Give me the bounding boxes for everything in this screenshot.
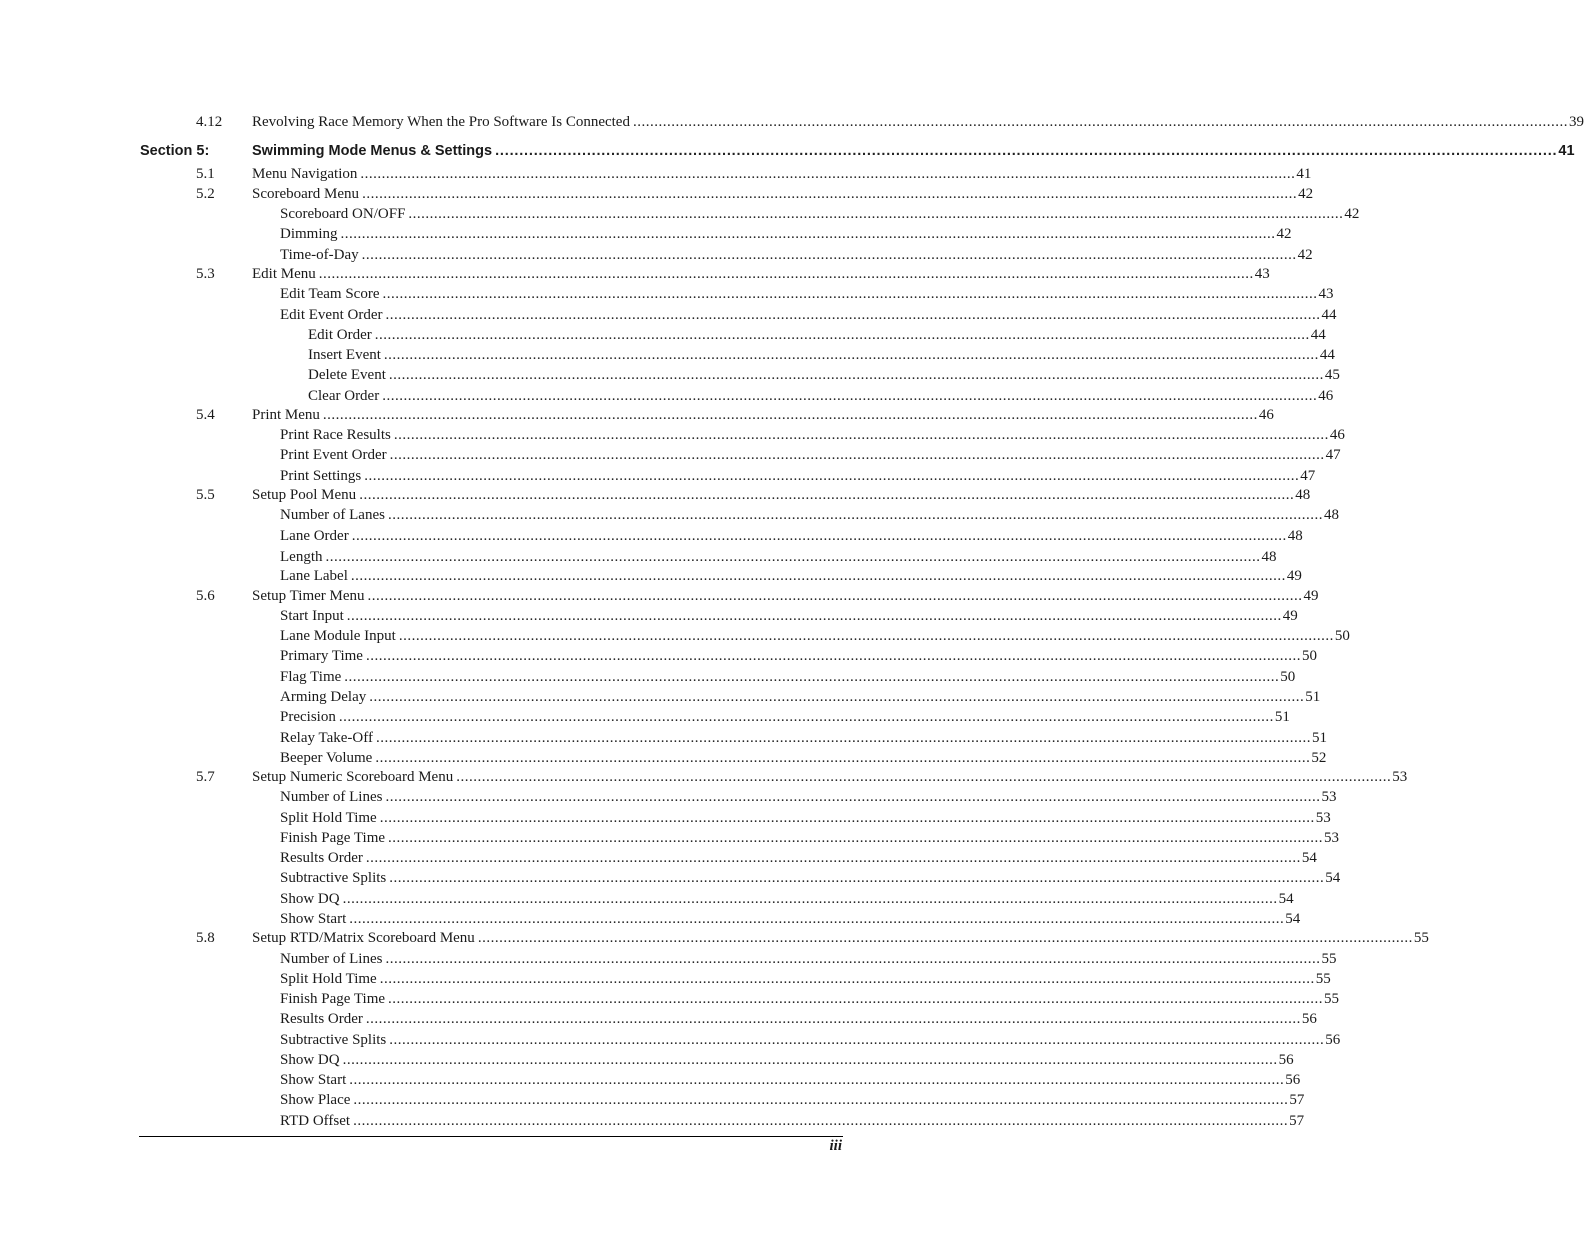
toc-entry-page: 49	[1303, 588, 1319, 604]
toc-entry-title: Number of Lanes	[280, 507, 385, 523]
toc-entry-title: Results Order	[280, 850, 363, 866]
toc-entry[interactable]	[280, 808, 1331, 828]
dot-leader: ............................................................................................................................................................................................................................	[349, 1072, 1285, 1088]
dot-leader: ............................................................................................................................................................................................................................	[375, 750, 1311, 766]
toc-entry-page: 42	[1344, 206, 1360, 222]
dot-leader: ............................................................................................................................................................................................................................	[389, 447, 1325, 463]
dot-leader: ............................................................................................................................................................................................................................	[495, 143, 1558, 159]
toc-entry-title: Precision	[280, 709, 336, 725]
toc-entry[interactable]	[280, 466, 1316, 486]
toc-entry-title: Show Place	[280, 1092, 351, 1108]
toc-entry-number: 5.3	[196, 266, 215, 282]
toc-entry[interactable]	[280, 1050, 1294, 1070]
toc-entry-page: 50	[1334, 628, 1350, 644]
toc-entry-page: 48	[1295, 487, 1311, 503]
toc-entry[interactable]	[196, 112, 1584, 132]
toc-entry-title: Edit Menu	[252, 266, 316, 282]
dot-leader: ............................................................................................................................................................................................................................	[387, 507, 1323, 523]
toc-entry-page: 53	[1321, 789, 1337, 805]
page-number: iii	[829, 1138, 842, 1154]
dot-leader: ............................................................................................................................................................................................................................	[359, 487, 1295, 503]
toc-entry-page: 56	[1301, 1011, 1317, 1027]
toc-entry[interactable]	[196, 767, 1408, 787]
toc-entry-number: 5.6	[196, 588, 215, 604]
toc-entry-title: Edit Team Score	[280, 286, 380, 302]
toc-entry-page: 51	[1311, 730, 1327, 746]
dot-leader: ............................................................................................................................................................................................................................	[383, 347, 1319, 363]
dot-leader: ............................................................................................................................................................................................................................	[389, 1032, 1325, 1048]
toc-entry[interactable]	[280, 889, 1294, 909]
toc-entry[interactable]	[280, 505, 1339, 525]
toc-entry-page: 42	[1276, 226, 1292, 242]
toc-entry-page: 42	[1298, 186, 1314, 202]
toc-entry-page: 45	[1324, 367, 1340, 383]
toc-entry[interactable]	[280, 868, 1341, 888]
toc-entry-title: Subtractive Splits	[280, 870, 387, 886]
dot-leader: ............................................................................................................................................................................................................................	[342, 891, 1278, 907]
dot-leader: ............................................................................................................................................................................................................................	[367, 588, 1303, 604]
dot-leader: ............................................................................................................................................................................................................................	[360, 166, 1296, 182]
toc-entry-title: Edit Event Order	[280, 307, 383, 323]
toc-entry[interactable]	[280, 606, 1298, 626]
toc-entry-title: Setup RTD/Matrix Scoreboard Menu	[252, 930, 475, 946]
toc-entry[interactable]	[280, 707, 1290, 727]
dot-leader: ............................................................................................................................................................................................................................	[325, 549, 1261, 565]
toc-entry-page: 49	[1286, 568, 1302, 584]
toc-entry-title: Beeper Volume	[280, 750, 373, 766]
toc-entry[interactable]	[308, 325, 1326, 345]
toc-entry-page: 55	[1315, 971, 1331, 987]
dot-leader: ............................................................................................................................................................................................................................	[364, 468, 1300, 484]
toc-entry[interactable]	[280, 245, 1313, 265]
dot-leader: ............................................................................................................................................................................................................................	[389, 870, 1325, 886]
dot-leader: ............................................................................................................................................................................................................................	[388, 830, 1324, 846]
toc-entry[interactable]	[280, 909, 1301, 929]
toc-entry[interactable]	[196, 586, 1319, 606]
dot-leader: ............................................................................................................................................................................................................................	[388, 991, 1324, 1007]
toc-entry-title: Subtractive Splits	[280, 1032, 387, 1048]
toc-entry-title: Number of Lines	[280, 951, 383, 967]
dot-leader: ............................................................................................................................................................................................................................	[388, 367, 1324, 383]
toc-entry-title: Clear Order	[308, 388, 380, 404]
toc-entry[interactable]	[280, 626, 1350, 646]
toc-entry-title: Scoreboard ON/OFF	[280, 206, 406, 222]
toc-entry-title: Scoreboard Menu	[252, 186, 360, 202]
dot-leader: ............................................................................................................................................................................................................................	[365, 648, 1301, 664]
dot-leader: ............................................................................................................................................................................................................................	[632, 114, 1568, 130]
toc-entry-page: 57	[1289, 1092, 1305, 1108]
toc-entry-page: 43	[1318, 286, 1334, 302]
toc-entry-page: 44	[1319, 347, 1335, 363]
dot-leader: ............................................................................................................................................................................................................................	[385, 307, 1321, 323]
toc-entry-title: Swimming Mode Menus & Settings	[252, 143, 493, 159]
toc-entry-title: Show Start	[280, 1072, 347, 1088]
dot-leader: ............................................................................................................................................................................................................................	[322, 407, 1258, 423]
toc-entry-title: RTD Offset	[280, 1113, 351, 1129]
dot-leader: ............................................................................................................................................................................................................................	[353, 1113, 1289, 1129]
toc-entry[interactable]	[308, 345, 1335, 365]
dot-leader: ............................................................................................................................................................................................................................	[369, 689, 1305, 705]
toc-entry[interactable]	[280, 305, 1337, 325]
dot-leader: ............................................................................................................................................................................................................................	[456, 769, 1392, 785]
toc-entry[interactable]	[280, 566, 1302, 586]
toc-entry[interactable]	[280, 828, 1340, 848]
dot-leader: ............................................................................................................................................................................................................................	[340, 226, 1276, 242]
toc-entry[interactable]	[280, 204, 1360, 224]
dot-leader: ............................................................................................................................................................................................................................	[385, 951, 1321, 967]
dot-leader: ............................................................................................................................................................................................................................	[361, 247, 1297, 263]
toc-entry-title: Finish Page Time	[280, 830, 386, 846]
dot-leader: ............................................................................................................................................................................................................................	[382, 286, 1318, 302]
toc-entry-title: Lane Order	[280, 528, 349, 544]
toc-entry-page: 56	[1325, 1032, 1341, 1048]
toc-entry[interactable]	[280, 1030, 1341, 1050]
toc-entry[interactable]	[280, 949, 1337, 969]
toc-entry[interactable]	[280, 687, 1321, 707]
toc-entry[interactable]	[280, 969, 1331, 989]
toc-entry-title: Lane Label	[280, 568, 348, 584]
toc-entry-page: 55	[1324, 991, 1340, 1007]
toc-entry-page: 48	[1261, 549, 1277, 565]
toc-entry-title: Setup Pool Menu	[252, 487, 357, 503]
dot-leader: ............................................................................................................................................................................................................................	[351, 528, 1287, 544]
toc-entry-page: 54	[1285, 911, 1301, 927]
toc-entry-page: 51	[1274, 709, 1290, 725]
toc-entry[interactable]	[196, 264, 1270, 284]
toc-entry-page: 53	[1324, 830, 1340, 846]
toc-entry-page: 54	[1278, 891, 1294, 907]
toc-entry-title: Start Input	[280, 608, 344, 624]
toc-entry[interactable]	[280, 646, 1317, 666]
toc-section-heading[interactable]	[140, 141, 1575, 161]
toc-entry-title: Show DQ	[280, 891, 340, 907]
toc-entry[interactable]	[280, 667, 1296, 687]
toc-entry-title: Print Settings	[280, 468, 362, 484]
toc-entry-title: Print Menu	[252, 407, 320, 423]
dot-leader: ............................................................................................................................................................................................................................	[374, 327, 1310, 343]
toc-entry-title: Split Hold Time	[280, 810, 377, 826]
dot-leader: ............................................................................................................................................................................................................................	[385, 789, 1321, 805]
toc-entry-number: 5.8	[196, 930, 215, 946]
toc-entry-page: 56	[1285, 1072, 1301, 1088]
dot-leader: ............................................................................................................................................................................................................................	[477, 930, 1413, 946]
toc-entry-page: 41	[1558, 143, 1575, 159]
toc-entry-page: 48	[1287, 528, 1303, 544]
toc-entry[interactable]	[280, 728, 1327, 748]
toc-entry-number: 5.1	[196, 166, 215, 182]
toc-entry-page: 56	[1278, 1052, 1294, 1068]
toc-entry-title: Setup Timer Menu	[252, 588, 365, 604]
toc-entry-title: Finish Page Time	[280, 991, 386, 1007]
toc-entry-page: 44	[1310, 327, 1326, 343]
toc-entry-title: Print Race Results	[280, 427, 391, 443]
dot-leader: ............................................................................................................................................................................................................................	[350, 568, 1286, 584]
toc-entry-page: 44	[1321, 307, 1337, 323]
toc-entry-page: 55	[1321, 951, 1337, 967]
toc-entry-title: Relay Take-Off	[280, 730, 373, 746]
toc-entry-title: Number of Lines	[280, 789, 383, 805]
dot-leader: ............................................................................................................................................................................................................................	[398, 628, 1334, 644]
toc-entry[interactable]	[280, 547, 1277, 567]
toc-entry-title: Print Event Order	[280, 447, 387, 463]
toc-entry-title: Arming Delay	[280, 689, 367, 705]
toc-entry-page: 55	[1413, 930, 1429, 946]
toc-entry-page: 50	[1280, 669, 1296, 685]
toc-entry-page: 53	[1392, 769, 1408, 785]
toc-entry-title: Edit Order	[308, 327, 372, 343]
toc-entry-number: 4.12	[196, 114, 223, 130]
dot-leader: ............................................................................................................................................................................................................................	[408, 206, 1344, 222]
toc-entry[interactable]	[196, 184, 1314, 204]
dot-leader: ............................................................................................................................................................................................................................	[379, 810, 1315, 826]
toc-entry[interactable]	[196, 164, 1312, 184]
toc-entry-number: Section 5:	[140, 143, 210, 159]
toc-entry-title: Time-of-Day	[280, 247, 359, 263]
toc-entry-title: Revolving Race Memory When the Pro Software Is Connected	[252, 114, 630, 130]
toc-entry-title: Results Order	[280, 1011, 363, 1027]
toc-entry[interactable]	[280, 224, 1292, 244]
toc-entry-title: Insert Event	[308, 347, 381, 363]
toc-entry[interactable]	[280, 425, 1345, 445]
dot-leader: ............................................................................................................................................................................................................................	[375, 730, 1311, 746]
toc-entry[interactable]	[196, 928, 1429, 948]
dot-leader: ............................................................................................................................................................................................................................	[344, 669, 1280, 685]
toc-entry[interactable]	[196, 405, 1274, 425]
toc-entry-page: 51	[1305, 689, 1321, 705]
toc-entry[interactable]	[280, 989, 1340, 1009]
toc-entry-page: 54	[1301, 850, 1317, 866]
toc-entry[interactable]	[280, 1009, 1317, 1029]
dot-leader: ............................................................................................................................................................................................................................	[382, 388, 1318, 404]
toc-entry-title: Dimming	[280, 226, 338, 242]
toc-entry-page: 47	[1300, 468, 1316, 484]
toc-entry-title: Lane Module Input	[280, 628, 396, 644]
toc-entry[interactable]	[280, 848, 1317, 868]
toc-entry-title: Show DQ	[280, 1052, 340, 1068]
toc-entry-number: 5.5	[196, 487, 215, 503]
toc-entry-page: 39	[1568, 114, 1584, 130]
dot-leader: ............................................................................................................................................................................................................................	[338, 709, 1274, 725]
toc-entry-page: 46	[1258, 407, 1274, 423]
dot-leader: ............................................................................................................................................................................................................................	[318, 266, 1254, 282]
toc-entry[interactable]	[196, 485, 1311, 505]
toc-entry-page: 50	[1301, 648, 1317, 664]
toc-entry-title: Delete Event	[308, 367, 386, 383]
toc-entry-page: 43	[1254, 266, 1270, 282]
dot-leader: ............................................................................................................................................................................................................................	[379, 971, 1315, 987]
toc-entry[interactable]	[280, 1111, 1305, 1131]
toc-entry[interactable]	[280, 787, 1337, 807]
dot-leader: ............................................................................................................................................................................................................................	[365, 850, 1301, 866]
toc-entry-number: 5.4	[196, 407, 215, 423]
footer-rule	[139, 1136, 843, 1137]
toc-entry[interactable]	[280, 526, 1303, 546]
toc-entry-title: Menu Navigation	[252, 166, 358, 182]
toc-entry[interactable]	[280, 1070, 1301, 1090]
toc-entry-title: Primary Time	[280, 648, 363, 664]
toc-entry-number: 5.7	[196, 769, 215, 785]
toc-entry-title: Split Hold Time	[280, 971, 377, 987]
dot-leader: ............................................................................................................................................................................................................................	[353, 1092, 1289, 1108]
dot-leader: ............................................................................................................................................................................................................................	[342, 1052, 1278, 1068]
toc-entry-page: 46	[1318, 388, 1334, 404]
dot-leader: ............................................................................................................................................................................................................................	[365, 1011, 1301, 1027]
toc-entry[interactable]	[280, 748, 1327, 768]
toc-entry[interactable]	[308, 386, 1334, 406]
toc-entry-page: 49	[1282, 608, 1298, 624]
toc-entry[interactable]	[280, 1090, 1305, 1110]
toc-entry-page: 54	[1325, 870, 1341, 886]
toc-entry-page: 57	[1289, 1113, 1305, 1129]
toc-entry[interactable]	[308, 365, 1340, 385]
toc-entry-title: Length	[280, 549, 323, 565]
dot-leader: ............................................................................................................................................................................................................................	[349, 911, 1285, 927]
toc-entry[interactable]	[280, 284, 1334, 304]
dot-leader: ............................................................................................................................................................................................................................	[362, 186, 1298, 202]
toc-entry-page: 41	[1296, 166, 1312, 182]
toc-entry-page: 52	[1311, 750, 1327, 766]
toc-entry-title: Flag Time	[280, 669, 342, 685]
toc-entry-page: 46	[1329, 427, 1345, 443]
dot-leader: ............................................................................................................................................................................................................................	[393, 427, 1329, 443]
dot-leader: ............................................................................................................................................................................................................................	[346, 608, 1282, 624]
toc-entry-page: 53	[1315, 810, 1331, 826]
toc-entry-page: 48	[1323, 507, 1339, 523]
toc-entry-page: 42	[1297, 247, 1313, 263]
toc-entry[interactable]	[280, 445, 1341, 465]
toc-entry-title: Setup Numeric Scoreboard Menu	[252, 769, 454, 785]
toc-entry-page: 47	[1325, 447, 1341, 463]
toc-entry-number: 5.2	[196, 186, 215, 202]
toc-entry-title: Show Start	[280, 911, 347, 927]
